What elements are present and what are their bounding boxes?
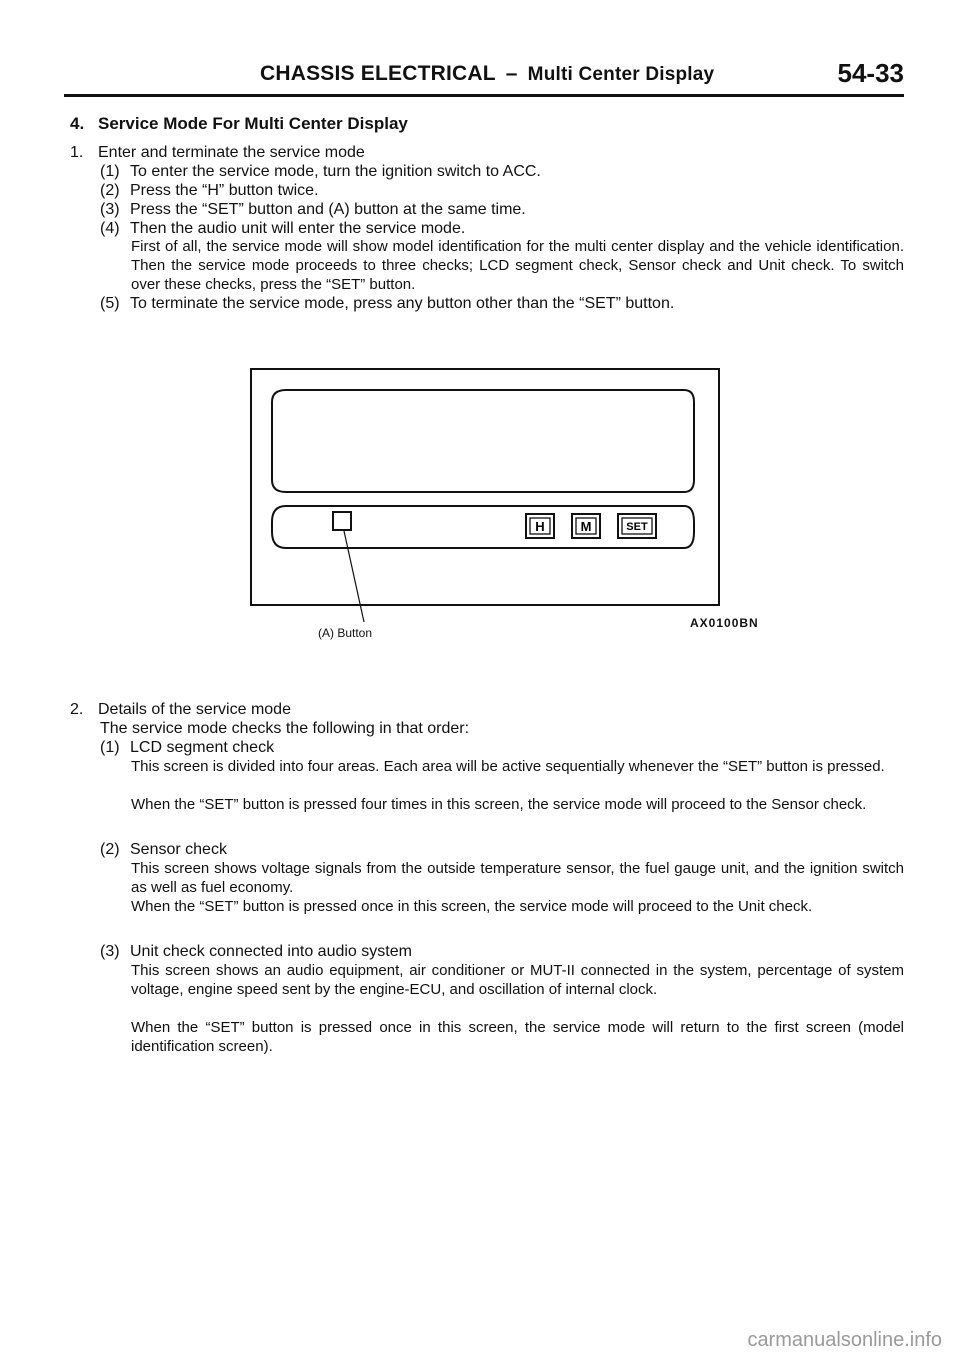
step-number: (5) xyxy=(100,295,120,312)
page-number: 54-33 xyxy=(837,58,904,88)
m-button-label: M xyxy=(580,519,592,534)
part1-step-4 xyxy=(100,219,465,238)
section-heading xyxy=(70,114,408,134)
part2-item-1-heading xyxy=(100,738,274,757)
part2-item-2-heading xyxy=(100,840,227,859)
item-number: (2) xyxy=(100,841,120,858)
display-diagram xyxy=(250,368,720,628)
page-header xyxy=(64,58,904,96)
item-number: (1) xyxy=(100,739,120,756)
part2-title: Details of the service mode xyxy=(98,701,291,718)
step-number: (3) xyxy=(100,201,120,218)
part1-step-4-detail: First of all, the service mode will show model identification for the multi center display and the vehicle identification. Then the service mode proceeds to three checks; LCD segment check, Sensor check and Unit check. To switch over these checks, press the “SET” button. xyxy=(131,238,904,293)
part2-item-1-p2: When the “SET” button is pressed four times in this screen, the service mode will proceed to the Sensor check. xyxy=(131,796,867,813)
part2-item-2-p2: When the “SET” button is pressed once in this screen, the service mode will proceed to the Unit check. xyxy=(131,898,813,915)
part1-step-2 xyxy=(100,181,319,200)
part1-number: 1. xyxy=(70,144,84,161)
figure-code: AX0100BN xyxy=(690,616,759,630)
step-text: To terminate the service mode, press any button other than the “SET” button. xyxy=(130,295,675,312)
header-title xyxy=(260,62,714,86)
header-rule xyxy=(64,94,904,97)
set-button-label: SET xyxy=(626,521,648,533)
step-number: (1) xyxy=(100,163,120,180)
h-button-label: H xyxy=(535,519,545,534)
a-button-callout: (A) Button xyxy=(318,626,373,640)
part1-step-3 xyxy=(100,200,526,219)
item-number: (3) xyxy=(100,943,120,960)
section-title: Service Mode For Multi Center Display xyxy=(98,114,408,133)
item-title: Unit check connected into audio system xyxy=(130,943,412,960)
section-number: 4. xyxy=(70,114,85,133)
item-title: Sensor check xyxy=(130,841,227,858)
header-separator: – xyxy=(505,62,518,85)
part1-heading xyxy=(70,143,365,162)
watermark: carmanualsonline.info xyxy=(747,1329,942,1351)
part2-item-3-p2: When the “SET” button is pressed once in this screen, the service mode will return to the first screen (model identification screen). xyxy=(131,1019,904,1055)
a-button-leader-line xyxy=(344,531,364,622)
part2-item-2-p1: This screen shows voltage signals from the outside temperature sensor, the fuel gauge unit, and the ignition switch as well as fuel economy. xyxy=(131,860,904,896)
multi-center-display-figure xyxy=(250,368,720,608)
part1-title: Enter and terminate the service mode xyxy=(98,144,365,161)
item-title: LCD segment check xyxy=(130,739,275,756)
header-subsection: Multi Center Display xyxy=(527,64,715,85)
step-text: Press the “SET” button and (A) button at the same time. xyxy=(130,201,526,218)
part2-number: 2. xyxy=(70,701,84,718)
step-text: Press the “H” button twice. xyxy=(130,182,319,199)
part2-intro: The service mode checks the following in that order: xyxy=(100,720,470,737)
part1-step-5 xyxy=(100,294,674,313)
step-text: To enter the service mode, turn the ignition switch to ACC. xyxy=(130,163,541,180)
step-number: (4) xyxy=(100,220,120,237)
part2-heading xyxy=(70,700,291,719)
step-text: Then the audio unit will enter the service mode. xyxy=(130,220,466,237)
a-button xyxy=(333,512,351,530)
part1-step-1 xyxy=(100,162,541,181)
part2-item-3-heading xyxy=(100,942,412,961)
lcd-screen-outline xyxy=(272,390,694,492)
display-outer-frame xyxy=(251,369,719,605)
step-number: (2) xyxy=(100,182,120,199)
header-section: CHASSIS ELECTRICAL xyxy=(260,62,496,85)
part2-item-3-p1: This screen shows an audio equipment, air conditioner or MUT-II connected in the system, percentage of system voltage, engine speed sent by the engine-ECU, and oscillation of internal clock. xyxy=(131,962,904,998)
part2-item-1-p1: This screen is divided into four areas. Each area will be active sequentially whenever the “SET” button is pressed. xyxy=(131,758,885,775)
